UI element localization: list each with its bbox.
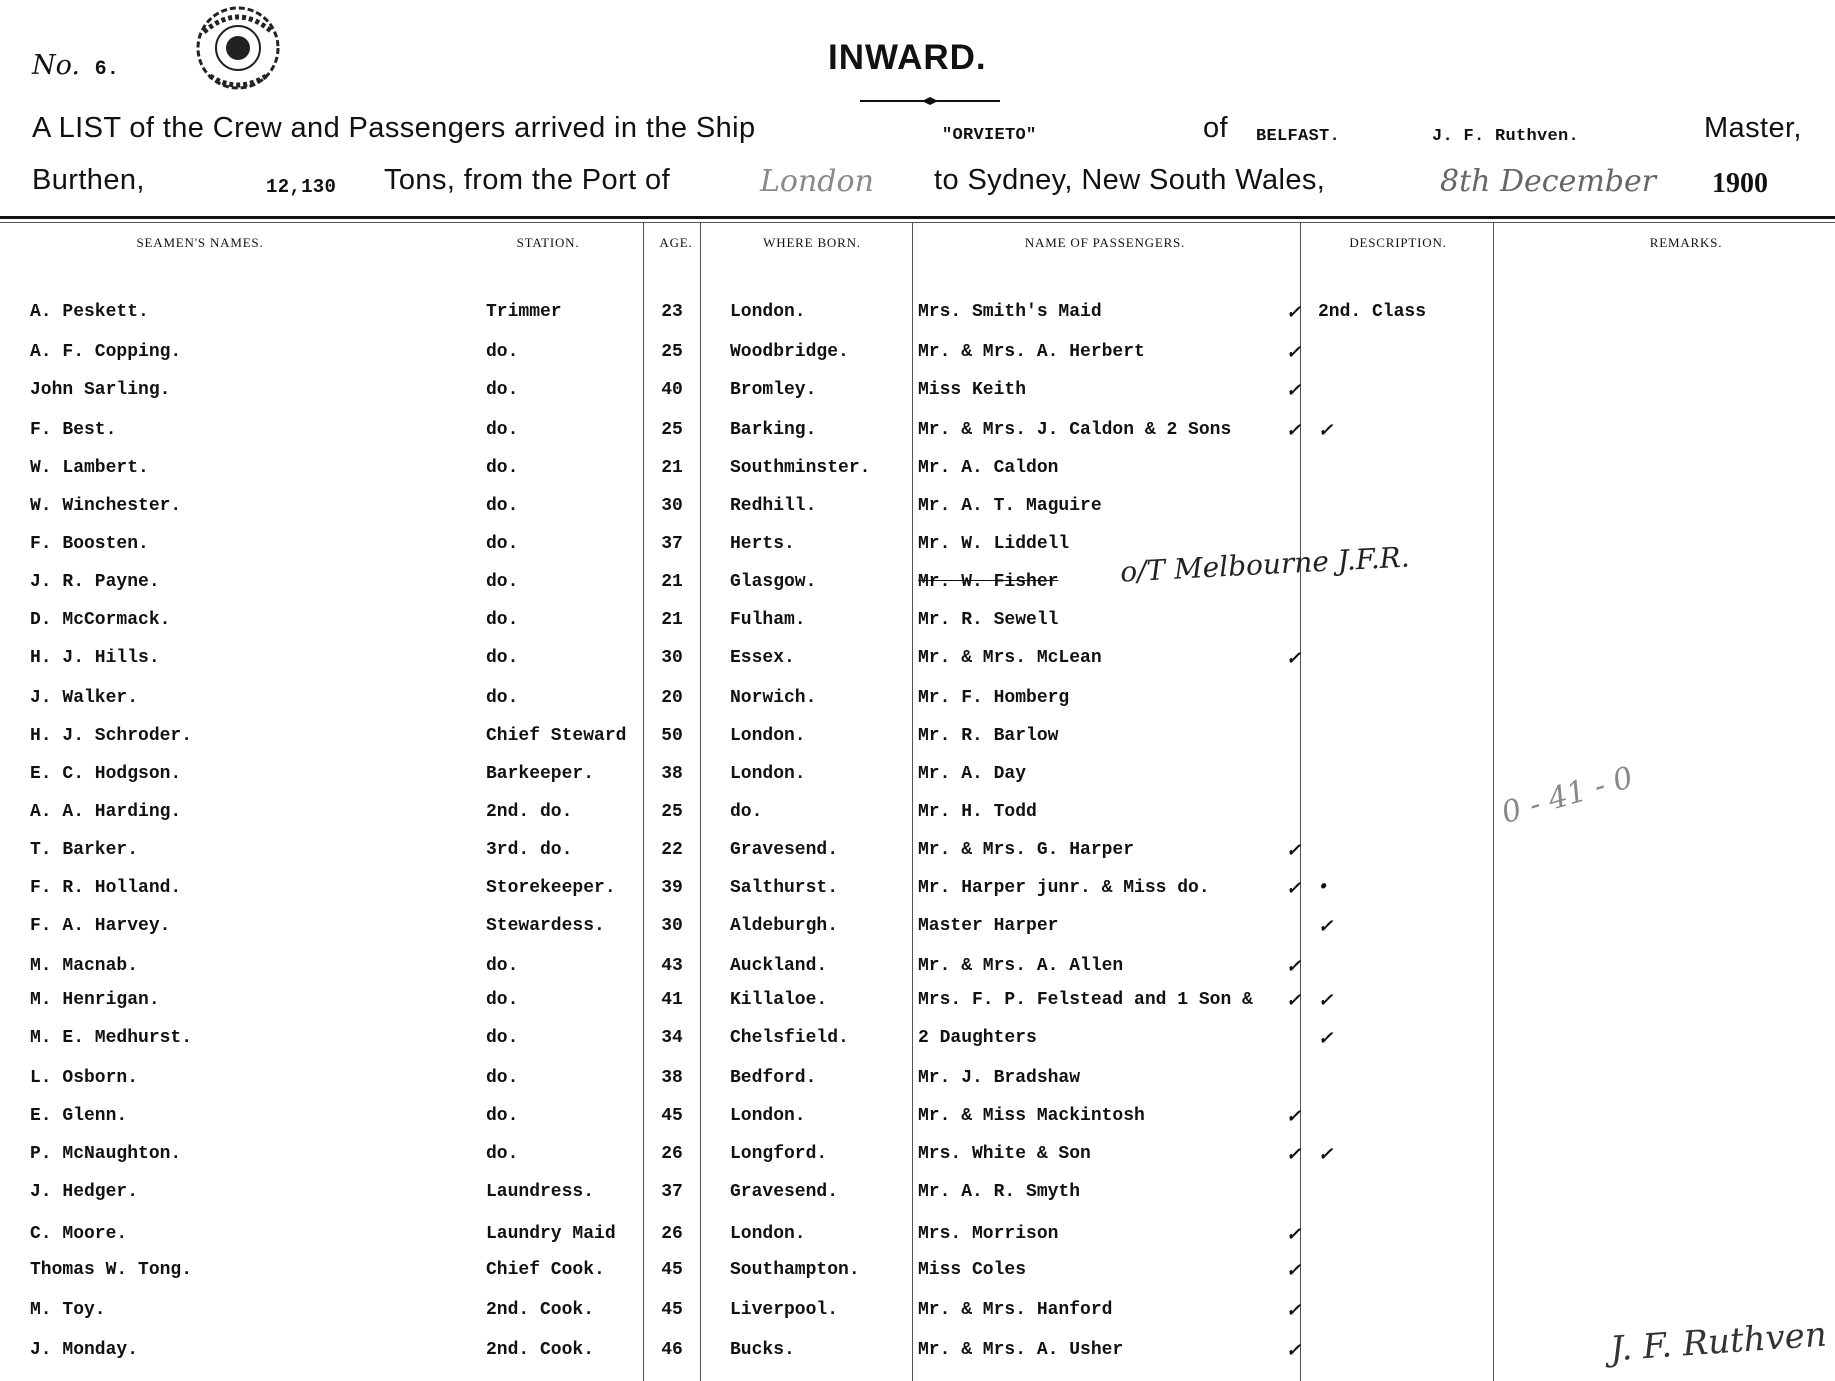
where-born-cell: Salthurst. <box>730 878 839 898</box>
age-value: 37 <box>661 1182 683 1202</box>
where-born-cell: London. <box>730 1106 806 1126</box>
where-born-cell: Southminster. <box>730 458 871 478</box>
seaman-name: W. Lambert. <box>30 458 149 478</box>
passenger-name: Mr. & Miss Mackintosh <box>918 1106 1145 1126</box>
age-value: 26 <box>661 1224 683 1244</box>
check-mark: ✓ <box>1286 650 1302 670</box>
page-title: INWARD. <box>828 38 987 77</box>
passenger-name: Mr. R. Barlow <box>918 726 1059 746</box>
seaman-name: John Sarling. <box>30 380 171 400</box>
col-age: AGE. <box>659 235 693 250</box>
station-cell: do. <box>486 1106 519 1126</box>
seaman-name: F. A. Harvey. <box>30 916 171 936</box>
fisher-annotation: o/T Melbourne J.F.R. <box>1119 540 1411 589</box>
seaman-name: A. A. Harding. <box>30 802 182 822</box>
table-row <box>0 292 1835 330</box>
age-value: 45 <box>661 1300 683 1320</box>
age-value: 23 <box>661 302 683 322</box>
age-value: 30 <box>661 916 683 936</box>
check-mark: ✓ <box>1286 1146 1302 1166</box>
seaman-name: Thomas W. Tong. <box>30 1260 193 1280</box>
table-row <box>0 980 1835 1018</box>
table-row <box>0 1250 1835 1288</box>
age-value: 20 <box>661 688 683 708</box>
where-born-cell: London. <box>730 764 806 784</box>
station-cell: do. <box>486 688 519 708</box>
station-cell: do. <box>486 648 519 668</box>
seaman-name: A. F. Copping. <box>30 342 182 362</box>
where-born-cell: Glasgow. <box>730 572 817 592</box>
station-cell: do. <box>486 496 519 516</box>
station-cell: 2nd. do. <box>486 802 573 822</box>
where-born-cell: Bucks. <box>730 1340 795 1360</box>
col-station: STATION. <box>516 235 580 250</box>
table-row <box>0 1134 1835 1172</box>
passenger-name: Mr. F. Homberg <box>918 688 1070 708</box>
check-mark: ✓ <box>1286 1342 1302 1362</box>
table-row <box>0 1096 1835 1134</box>
check-mark: ✓ <box>1286 1226 1302 1246</box>
where-born-cell: Gravesend. <box>730 1182 839 1202</box>
table-row <box>0 678 1835 716</box>
where-born-cell: Killaloe. <box>730 990 828 1010</box>
passenger-name: Mrs. Smith's Maid <box>918 302 1102 322</box>
where-born-cell: Redhill. <box>730 496 817 516</box>
age-value: 43 <box>661 956 683 976</box>
col-description: DESCRIPTION. <box>1349 235 1447 250</box>
where-born-cell: Auckland. <box>730 956 828 976</box>
list-number-value: 6. <box>94 58 120 81</box>
seaman-name: M. Toy. <box>30 1300 106 1320</box>
passenger-name: Mr. H. Todd <box>918 802 1037 822</box>
table-row <box>0 830 1835 868</box>
table-row <box>0 906 1835 944</box>
age-value: 30 <box>661 648 683 668</box>
station-cell: Chief Cook. <box>486 1260 605 1280</box>
check-mark: ✓ <box>1286 992 1302 1012</box>
station-cell: Trimmer <box>486 302 562 322</box>
header-line2-destination: to Sydney, New South Wales, <box>934 164 1326 196</box>
seaman-name: J. Walker. <box>30 688 139 708</box>
master-signature: J. F. Ruthven <box>1608 1314 1828 1370</box>
where-born-cell: Norwich. <box>730 688 817 708</box>
age-value: 50 <box>661 726 683 746</box>
where-born-cell: Fulham. <box>730 610 806 630</box>
check-mark: ✓ <box>1286 304 1302 324</box>
passenger-name: 2 Daughters <box>918 1028 1037 1048</box>
age-value: 21 <box>661 572 683 592</box>
where-born-cell: London. <box>730 726 806 746</box>
seaman-name: E. C. Hodgson. <box>30 764 182 784</box>
port-of-registry: BELFAST. <box>1256 127 1341 146</box>
station-cell: do. <box>486 458 519 478</box>
from-port: London <box>760 164 874 199</box>
description-cell: ✓ <box>1318 918 1334 938</box>
where-born-cell: Liverpool. <box>730 1300 839 1320</box>
check-mark: ✓ <box>1286 958 1302 978</box>
seaman-name: F. Boosten. <box>30 534 149 554</box>
check-mark: ✓ <box>1286 1262 1302 1282</box>
age-value: 34 <box>661 1028 683 1048</box>
col-where-born: WHERE BORN. <box>763 235 861 250</box>
age-value: 40 <box>661 380 683 400</box>
where-born-cell: Southampton. <box>730 1260 860 1280</box>
station-cell: do. <box>486 1144 519 1164</box>
passenger-name: Master Harper <box>918 916 1059 936</box>
check-mark: ✓ <box>1286 1302 1302 1322</box>
passenger-name: Mr. W. Fisher <box>918 572 1059 592</box>
age-value: 26 <box>661 1144 683 1164</box>
age-value: 37 <box>661 534 683 554</box>
header-rule <box>0 222 1835 223</box>
passenger-name: Mr. & Mrs. A. Allen <box>918 956 1124 976</box>
where-born-cell: London. <box>730 302 806 322</box>
check-mark: ✓ <box>1286 880 1302 900</box>
table-row <box>0 1018 1835 1056</box>
station-cell: do. <box>486 342 519 362</box>
seaman-name: D. McCormack. <box>30 610 171 630</box>
seaman-name: J. Hedger. <box>30 1182 139 1202</box>
station-cell: Stewardess. <box>486 916 605 936</box>
master-name: J. F. Ruthven. <box>1432 127 1580 146</box>
header-line2-middle: Tons, from the Port of <box>384 164 671 196</box>
header-line1-prefix: A LIST of the Crew and Passengers arrived in the Ship <box>32 112 756 144</box>
age-value: 41 <box>661 990 683 1010</box>
seaman-name: W. Winchester. <box>30 496 182 516</box>
age-value: 25 <box>661 802 683 822</box>
station-cell: Laundry Maid <box>486 1224 616 1244</box>
station-cell: do. <box>486 420 519 440</box>
table-row <box>0 1172 1835 1210</box>
passenger-name: Mr. A. Day <box>918 764 1027 784</box>
where-born-cell: Longford. <box>730 1144 828 1164</box>
station-cell: Barkeeper. <box>486 764 595 784</box>
seaman-name: P. McNaughton. <box>30 1144 182 1164</box>
list-number <box>32 50 119 81</box>
age-value: 45 <box>661 1106 683 1126</box>
seaman-name: H. J. Hills. <box>30 648 160 668</box>
where-born-cell: Bedford. <box>730 1068 817 1088</box>
title-ornament <box>860 92 1000 100</box>
burthen-label: Burthen, <box>32 164 145 196</box>
col-remarks: REMARKS. <box>1649 235 1723 250</box>
passenger-name: Mr. J. Bradshaw <box>918 1068 1081 1088</box>
passenger-name: Mr. A. R. Smyth <box>918 1182 1081 1202</box>
age-value: 30 <box>661 496 683 516</box>
check-mark: ✓ <box>1286 382 1302 402</box>
seaman-name: C. Moore. <box>30 1224 128 1244</box>
age-value: 38 <box>661 1068 683 1088</box>
table-row <box>0 1058 1835 1096</box>
station-cell: Storekeeper. <box>486 878 616 898</box>
passenger-name: Mr. R. Sewell <box>918 610 1059 630</box>
station-cell: 3rd. do. <box>486 840 573 860</box>
seaman-name: M. Henrigan. <box>30 990 160 1010</box>
age-value: 21 <box>661 458 683 478</box>
description-cell: ✓ <box>1318 992 1334 1012</box>
description-cell: 2nd. Class <box>1318 302 1427 322</box>
list-number-label: No. <box>32 50 80 81</box>
arrival-date: 8th December <box>1440 164 1657 199</box>
passenger-name: Miss Keith <box>918 380 1027 400</box>
table-row <box>0 524 1835 562</box>
where-born-cell: Herts. <box>730 534 795 554</box>
where-born-cell: Woodbridge. <box>730 342 849 362</box>
seaman-name: A. Peskett. <box>30 302 149 322</box>
seaman-name: F. Best. <box>30 420 117 440</box>
age-value: 45 <box>661 1260 683 1280</box>
description-cell: ✓ <box>1318 422 1334 442</box>
table-row <box>0 716 1835 754</box>
seaman-name: T. Barker. <box>30 840 139 860</box>
station-cell: do. <box>486 990 519 1010</box>
top-rule <box>0 216 1835 219</box>
year: 1900 <box>1712 168 1768 199</box>
table-row <box>0 600 1835 638</box>
passenger-name: Mrs. Morrison <box>918 1224 1059 1244</box>
age-value: 46 <box>661 1340 683 1360</box>
check-mark: ✓ <box>1286 344 1302 364</box>
station-cell: do. <box>486 1028 519 1048</box>
passenger-name: Mr. & Mrs. Hanford <box>918 1300 1113 1320</box>
table-row <box>0 868 1835 906</box>
table-row <box>0 332 1835 370</box>
station-cell: do. <box>486 534 519 554</box>
station-cell: 2nd. Cook. <box>486 1300 595 1320</box>
age-value: 21 <box>661 610 683 630</box>
master-label: Master, <box>1704 112 1802 144</box>
age-value: 38 <box>661 764 683 784</box>
where-born-cell: Chelsfield. <box>730 1028 849 1048</box>
age-value: 39 <box>661 878 683 898</box>
header-line1-of: of <box>1203 112 1228 144</box>
where-born-cell: Essex. <box>730 648 795 668</box>
passenger-name: Miss Coles <box>918 1260 1027 1280</box>
station-cell: do. <box>486 1068 519 1088</box>
station-cell: Chief Steward <box>486 726 627 746</box>
age-value: 22 <box>661 840 683 860</box>
where-born-cell: do. <box>730 802 763 822</box>
seaman-name: J. R. Payne. <box>30 572 160 592</box>
description-cell: • <box>1318 878 1329 898</box>
seaman-name: F. R. Holland. <box>30 878 182 898</box>
passenger-name: Mrs. F. P. Felstead and 1 Son & <box>918 990 1253 1010</box>
description-cell: ✓ <box>1318 1146 1334 1166</box>
where-born-cell: Aldeburgh. <box>730 916 839 936</box>
station-cell: 2nd. Cook. <box>486 1340 595 1360</box>
seaman-name: M. Macnab. <box>30 956 139 976</box>
table-row <box>0 448 1835 486</box>
station-cell: do. <box>486 610 519 630</box>
passenger-name: Mr. & Mrs. G. Harper <box>918 840 1135 860</box>
seaman-name: M. E. Medhurst. <box>30 1028 193 1048</box>
passenger-name: Mr. Harper junr. & Miss do. <box>918 878 1210 898</box>
passenger-name: Mr. & Mrs. J. Caldon & 2 Sons <box>918 420 1232 440</box>
seaman-name: E. Glenn. <box>30 1106 128 1126</box>
seaman-name: J. Monday. <box>30 1340 139 1360</box>
table-row <box>0 486 1835 524</box>
remarks-annotation: 0 - 41 - 0 <box>1497 760 1637 831</box>
check-mark: ✓ <box>1286 422 1302 442</box>
passenger-name: Mr. A. T. Maguire <box>918 496 1102 516</box>
where-born-cell: Bromley. <box>730 380 817 400</box>
passenger-name: Mr. A. Caldon <box>918 458 1059 478</box>
table-row <box>0 946 1835 984</box>
col-seamens-names: SEAMEN'S NAMES. <box>136 235 264 250</box>
customs-stamp <box>190 2 286 94</box>
table-row <box>0 410 1835 448</box>
where-born-cell: Gravesend. <box>730 840 839 860</box>
passenger-name: Mr. & Mrs. McLean <box>918 648 1102 668</box>
passenger-name: Mrs. White & Son <box>918 1144 1091 1164</box>
table-row <box>0 1290 1835 1328</box>
table-row <box>0 1330 1835 1368</box>
seaman-name: H. J. Schroder. <box>30 726 193 746</box>
table-row <box>0 638 1835 676</box>
where-born-cell: London. <box>730 1224 806 1244</box>
where-born-cell: Barking. <box>730 420 817 440</box>
check-mark: ✓ <box>1286 842 1302 862</box>
col-passengers: NAME OF PASSENGERS. <box>1024 235 1186 250</box>
table-row <box>0 562 1835 600</box>
station-cell: do. <box>486 380 519 400</box>
table-row <box>0 370 1835 408</box>
check-mark: ✓ <box>1286 1108 1302 1128</box>
station-cell: Laundress. <box>486 1182 595 1202</box>
ship-name: "ORVIETO" <box>942 126 1037 145</box>
seaman-name: L. Osborn. <box>30 1068 139 1088</box>
table-row <box>0 1214 1835 1252</box>
station-cell: do. <box>486 956 519 976</box>
passenger-name: Mr. & Mrs. A. Herbert <box>918 342 1145 362</box>
description-cell: ✓ <box>1318 1030 1334 1050</box>
age-value: 25 <box>661 420 683 440</box>
tonnage: 12,130 <box>266 176 337 198</box>
age-value: 25 <box>661 342 683 362</box>
passenger-name: Mr. W. Liddell <box>918 534 1070 554</box>
station-cell: do. <box>486 572 519 592</box>
passenger-name: Mr. & Mrs. A. Usher <box>918 1340 1124 1360</box>
